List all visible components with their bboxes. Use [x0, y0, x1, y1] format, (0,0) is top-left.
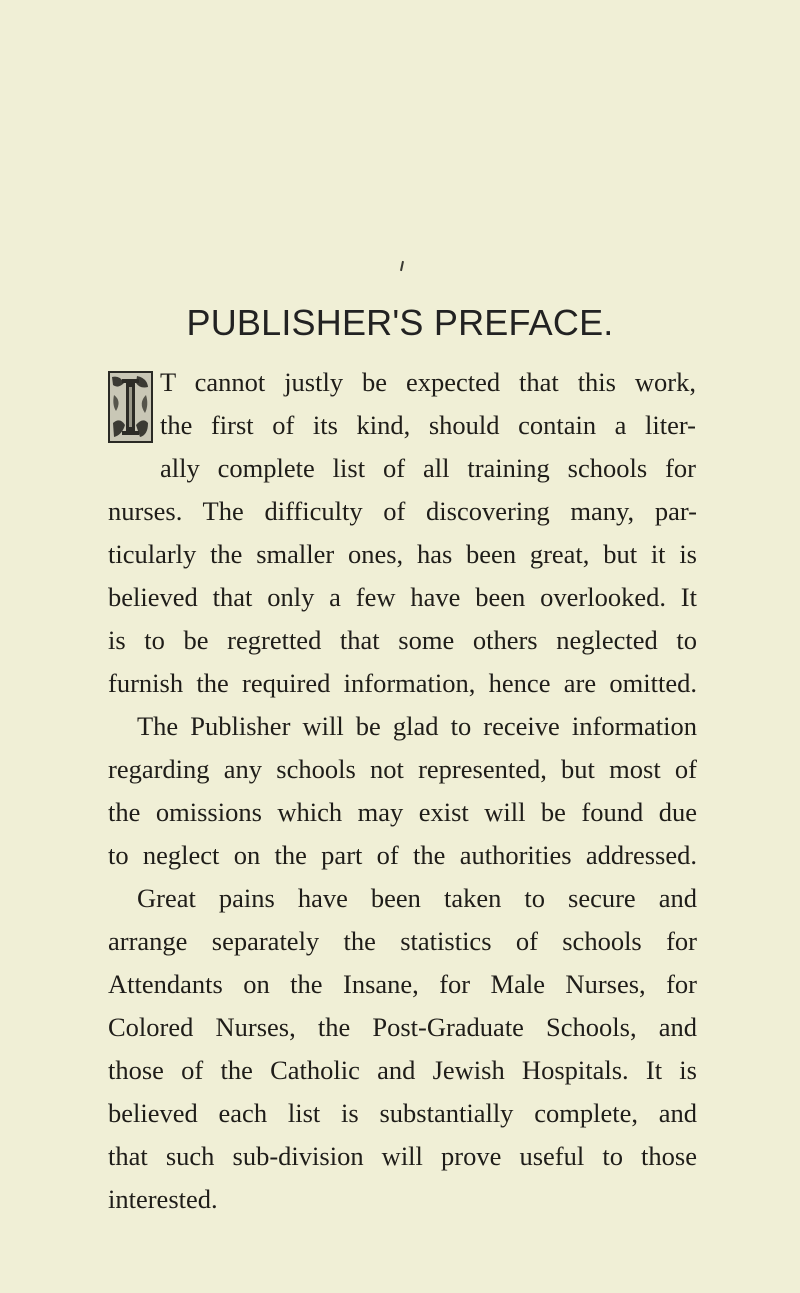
- text-line: nurses. The difficulty of discovering many, par-: [108, 496, 697, 526]
- text-line: regarding any schools not represented, but most of: [108, 754, 697, 784]
- text-line: The Publisher will be glad to receive information: [137, 711, 697, 741]
- text-line: T cannot justly be expected that this work,: [160, 367, 696, 397]
- page-title: PUBLISHER'S PREFACE.: [186, 302, 614, 343]
- text-line: interested.: [108, 1184, 218, 1214]
- text-line: arrange separately the statistics of schools for: [108, 926, 697, 956]
- text-line: ticularly the smaller ones, has been great, but it is: [108, 539, 697, 569]
- text-line: furnish the required information, hence are omitted.: [108, 668, 697, 698]
- text-line: the first of its kind, should contain a liter-: [160, 410, 696, 440]
- text-line: the omissions which may exist will be found due: [108, 797, 697, 827]
- text-line: that such sub-division will prove useful to those: [108, 1141, 697, 1171]
- text-line: is to be regretted that some others neglected to: [108, 625, 697, 655]
- ink-speck: [400, 261, 404, 271]
- text-line: Colored Nurses, the Post-Graduate Schools, and: [108, 1012, 697, 1042]
- text-line: believed each list is substantially complete, and: [108, 1098, 697, 1128]
- text-line: Attendants on the Insane, for Male Nurses, for: [108, 969, 697, 999]
- text-line: believed that only a few have been overlooked. It: [108, 582, 697, 612]
- text-line: to neglect on the part of the authorities addressed.: [108, 840, 697, 870]
- text-line: ally complete list of all training schools for: [160, 453, 696, 483]
- ornamental-drop-cap-icon: [108, 371, 153, 443]
- text-line: those of the Catholic and Jewish Hospitals. It is: [108, 1055, 697, 1085]
- text-line: Great pains have been taken to secure and: [137, 883, 697, 913]
